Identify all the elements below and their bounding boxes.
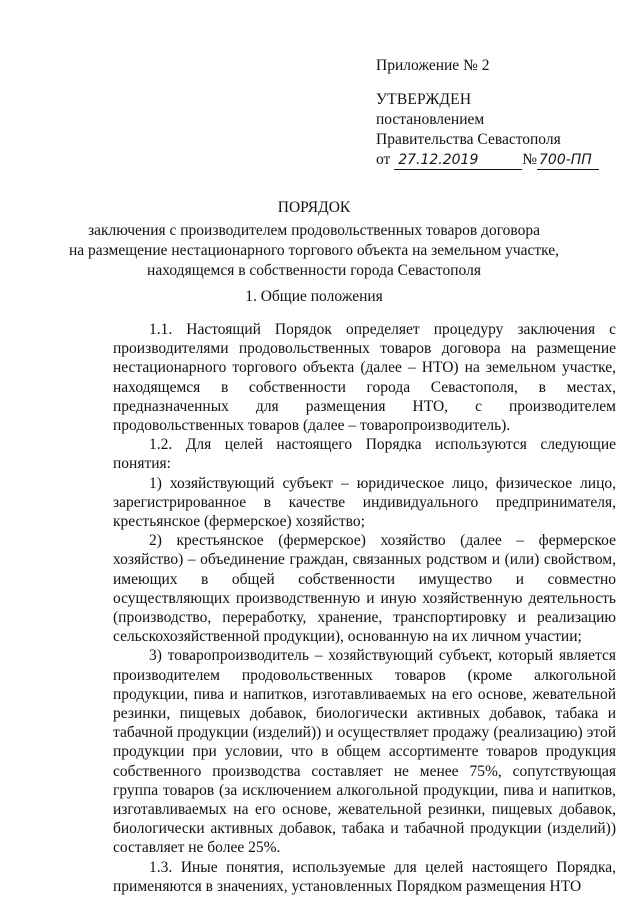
title-line-3: находящемся в собственности города Севастополя bbox=[147, 262, 481, 279]
approved-heading: УТВЕРЖДЕН bbox=[376, 91, 472, 108]
section-heading: 1. Общие положения bbox=[245, 288, 383, 305]
approved-by: постановлением bbox=[376, 111, 485, 128]
paragraph-1-2: 1.2. Для целей настоящего Порядка используются следующие понятия: bbox=[113, 436, 616, 473]
approving-authority: Правительства Севастополя bbox=[376, 131, 561, 148]
resolution-date-line bbox=[376, 150, 616, 170]
definition-1: 1) хозяйствующий субъект – юридическое лицо, физическое лицо, зарегистрированное в качестве индивидуального предпринимателя, крестьянское (фермерское) хозяйство; bbox=[113, 474, 616, 531]
title-line-2: на размещение нестационарного торгового объекта на земельном участке, bbox=[68, 242, 560, 259]
document-title: ПОРЯДОК bbox=[277, 199, 351, 216]
handwritten-number: 700-ПП bbox=[539, 152, 592, 168]
number-field bbox=[537, 151, 599, 170]
paragraph-1-1: 1.1. Настоящий Порядок определяет процедуру заключения с производителями продовольственных товаров договора на размещение нестационарного торгового объекта (далее – НТО) на земельном участке, находящемся в собственности города Севастополя, в местах, предназначенных для размещения НТО, с производителем продовольственных товаров (далее – товаропроизводитель). bbox=[113, 321, 616, 435]
date-field bbox=[394, 151, 522, 170]
appendix-number: Приложение № 2 bbox=[376, 57, 490, 74]
handwritten-date: 27.12.2019 bbox=[398, 152, 479, 168]
title-line-1: заключения с производителем продовольственных товаров договора bbox=[87, 222, 541, 239]
date-prefix: от bbox=[376, 151, 391, 168]
definition-2: 2) крестьянское (фермерское) хозяйство (далее – фермерское хозяйство) – объединение граждан, связанных родством и (или) свойством, имеющих в общей собственности имущество и совместно осуществляющих производственную и иную хозяйственную деятельность (производство, переработку, хранение, транспортировку и реализацию сельскохозяйственной продукции), основанную на их личном участии; bbox=[113, 532, 616, 646]
approval-stamp-block bbox=[376, 56, 616, 170]
paragraph-1-3: 1.3. Иные понятия, используемые для целей настоящего Порядка, применяются в значениях, установленных Порядком размещения НТО bbox=[113, 858, 616, 895]
number-prefix: № bbox=[522, 151, 537, 168]
definition-3: 3) товаропроизводитель – хозяйствующий субъект, который является производителем продовольственных товаров (кроме алкогольной продукции, пива и напитков, изготавливаемых на его основе, жевательной резинки, пищевых добавок, биологически активных добавок, табака и табачной продукции (изделий)) и осуществляет продажу (реализацию) этой продукции при условии, что в общем ассортименте товаров продукция собственного производства составляет не менее 75%, сопутствующая группа товаров (за исключением алкогольной продукции, пива и напитков, изготавливаемых на его основе, жевательной резинки, пищевых добавок, биологически активных добавок, табака и табачной продукции (изделий)) составляет не более 25%. bbox=[113, 647, 616, 857]
body-text bbox=[113, 320, 616, 896]
document-title-block bbox=[60, 198, 568, 281]
